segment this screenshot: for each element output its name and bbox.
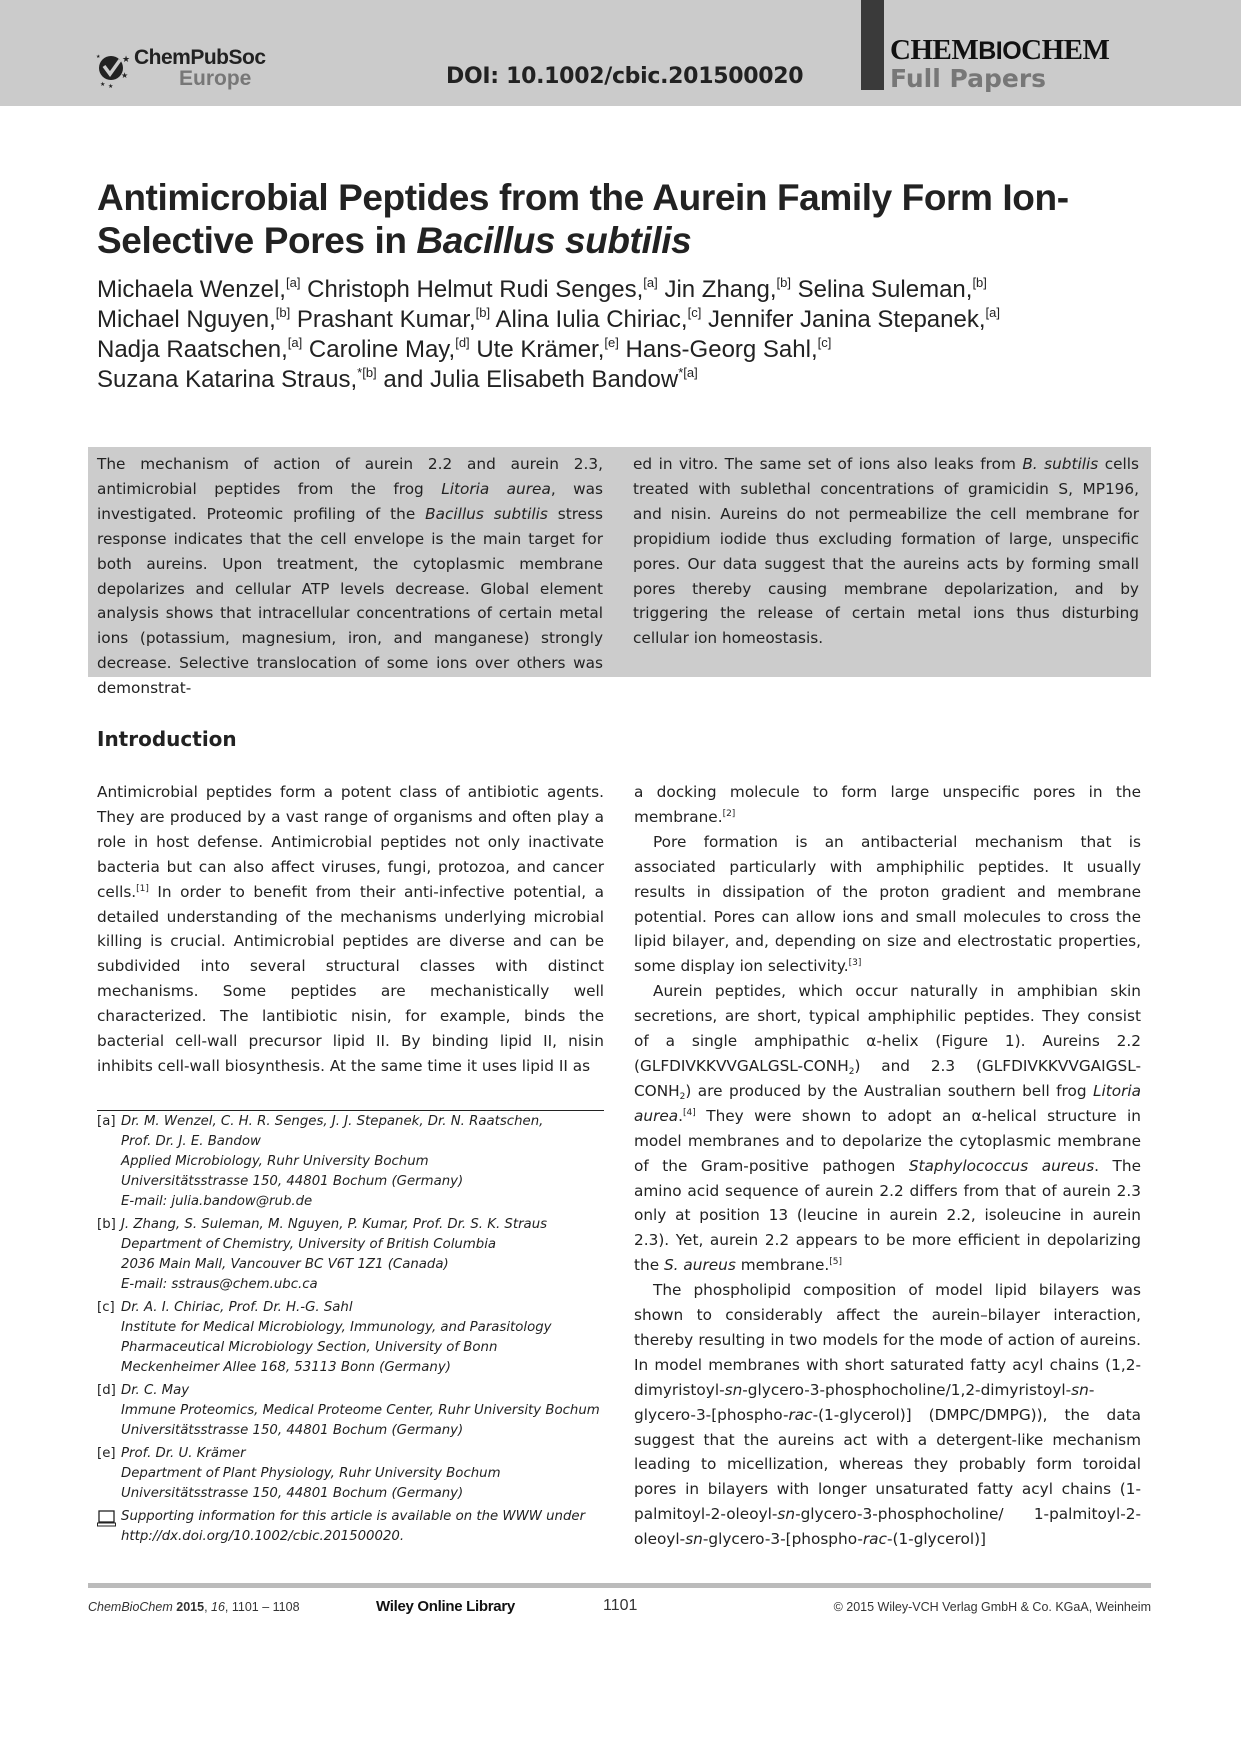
affiliation-list <box>97 1112 617 1547</box>
affiliation-e: [e] Prof. Dr. U. Krämer Department of Plant Physiology, Ruhr University Bochum Universitätsstrasse 150, 44801 Bochum (Germany) <box>97 1446 501 1501</box>
copyright-notice: © 2015 Wiley-VCH Verlag GmbH & Co. KGaA, Weinheim <box>833 1600 1151 1614</box>
paragraph: The phospholipid composition of model lipid bilayers was shown to considerably affect the aurein–bilayer interaction, thereby resulting in two models for the mode of action of aureins. In model membranes with short saturated fatty acyl chains (1,2-dimyristoyl-sn-glycero-3-phosphocholine/1,2-dimyristoyl-sn-glycero-3-[phospho-rac-(1-glycerol)] (DMPC/DMPG)), the data suggest that the aureins act with a detergent-like mechanism leading to micellization, whereas they probably form toroidal pores in bilayers with longer unsaturated fatty acyl chains (1-palmitoyl-2-oleoyl-sn-glycero-3-phosphocholine/ 1-palmitoyl-2-oleoyl-sn-glycero-3-[phospho-rac-(1-glycerol)] <box>634 1281 1141 1549</box>
abstract-box <box>88 447 1151 698</box>
chempubsoc-logo[interactable] <box>96 46 266 96</box>
paragraph: a docking molecule to form large unspecific pores in the membrane.[2] <box>634 783 1141 826</box>
author[interactable]: Hans-Georg Sahl,[c] <box>625 335 832 363</box>
author[interactable]: Jennifer Janina Stepanek,[a] <box>707 305 1000 333</box>
journal-section-label: Full Papers <box>890 64 1047 93</box>
author[interactable]: Ute Krämer,[e] <box>476 335 619 363</box>
paragraph: Pore formation is an antibacterial mechanism that is associated particularly with amphiphilic peptides. It usually results in dissipation of the proton gradient and membrane potential. Pores can allow ions and small molecules to cross the lipid bilayer, and, depending on size and electrostatic properties, some display ion selectivity.[3] <box>634 832 1141 976</box>
journal-name <box>890 34 1109 67</box>
author[interactable]: Prashant Kumar,[b] <box>296 305 491 333</box>
supporting-info-link[interactable]: http://dx.doi.org/10.1002/cbic.201500020. <box>121 1529 405 1544</box>
journal-header-band <box>0 0 1241 106</box>
author[interactable]: Jin Zhang,[b] <box>664 275 791 303</box>
author[interactable]: Suzana Katarina Straus,$^{*[b]}$ <box>97 365 377 393</box>
paragraph: Aurein peptides, which occur naturally in amphibian skin secretions, are short, typical amphiphilic peptides. They consist of a single amphipathic α-helix (Figure 1). Aureins 2.2 $(GLFDIVKKVVGALGSL-CONH_2)$ and 2.3 $(GLFDIVKKVVGAIGSL-CONH_2)$ are produced by the Australian southern bell frog Litoria aurea.[4] They were shown to adopt an α-helical structure in model membranes and to depolarize the cytoplasmic membrane of the Gram-positive pathogen Staphylococcus aureus. The amino acid sequence of aurein 2.2 differs from that of aurein 2.3 only at position 13 (leucine in aurein 2.2, isoleucine in aurein 2.3). Yet, aurein 2.2 appears to be more efficient in depolarizing the S. aureus membrane.[5] <box>634 982 1142 1275</box>
author[interactable]: Alina Iulia Chiriac,[c] <box>495 305 702 333</box>
author[interactable]: Nadja Raatschen,[a] <box>97 335 303 363</box>
computer-icon <box>97 1510 116 1527</box>
logo-text-chempubsoc: ChemPubSoc <box>134 46 266 69</box>
author[interactable]: and Julia Elisabeth Bandow$^{*[a]}$ <box>383 365 698 393</box>
wiley-online-library-link[interactable]: Wiley Online Library <box>376 1598 515 1615</box>
abstract-column-right: ed in vitro. The same set of ions also leaks from B. subtilis cells treated with sublethal concentrations of gramicidin S, MP196, and nisin. Aureins do not permeabilize the cell membrane for propidium iodide thus excluding formation of large, unspecific pores. Our data suggest that the aureins acts by forming small pores thereby causing membrane depolarization, and by triggering the release of certain metal ions thus disturbing cellular ion homeostasis. <box>633 455 1139 648</box>
author[interactable]: Michael Nguyen,[b] <box>97 305 291 333</box>
doi-link[interactable]: DOI: 10.1002/cbic.201500020 <box>446 64 804 89</box>
email-link[interactable]: E-mail: julia.bandow@rub.de <box>121 1194 313 1209</box>
page-footer <box>88 1598 1151 1620</box>
affiliation-c: [c] Dr. A. I. Chiriac, Prof. Dr. H.-G. Sahl Institute for Medical Microbiology, Immunology, and Parasitology Pharmaceutical Microbiology Section, University of Bonn Meckenheimer Allee 168, 53113 Bonn (Germany) <box>97 1300 552 1375</box>
citation-ref[interactable]: [4] <box>683 1107 696 1118</box>
body-column-left <box>97 780 604 1079</box>
author[interactable]: Christoph Helmut Rudi Senges,[a] <box>307 275 658 303</box>
journal-name-part: CHEM <box>890 34 979 66</box>
svg-text:★: ★ <box>122 55 130 65</box>
citation-ref[interactable]: [5] <box>829 1257 843 1268</box>
footer-divider <box>88 1583 1151 1588</box>
article-title <box>97 176 1157 262</box>
citation-ref[interactable]: [2] <box>722 808 736 819</box>
svg-text:★: ★ <box>108 83 114 88</box>
author[interactable]: Caroline May,[d] <box>308 335 470 363</box>
title-species: Bacillus subtilis <box>416 220 692 261</box>
section-heading-introduction: Introduction <box>97 727 237 751</box>
paragraph: Antimicrobial peptides form a potent class of antibiotic agents. They are produced by a vast range of organisms and often play a role in host defense. Antimicrobial peptides not only inactivate bacteria but can also affect viruses, fungi, protozoa, and cancer cells.[1] In order to benefit from their anti-infective potential, a detailed understanding of the mechanisms underlying microbial killing is crucial. Antimicrobial peptides are diverse and can be subdivided into several structural classes with distinct mechanisms. Some peptides are mechanistically well characterized. The lantibiotic nisin, for example, binds the bacterial cell-wall precursor lipid II. By binding lipid II, nisin inhibits cell-wall biosynthesis. At the same time it uses lipid II as <box>97 783 604 1075</box>
footer-citation: ChemBioChem 2015, 16, 1101 – 1108 <box>88 1600 300 1614</box>
supporting-information-note: Supporting information for this article is available on the WWW under http://dx.doi.org/10.1002/cbic.201500020. <box>97 1507 617 1547</box>
footnote-divider <box>97 1110 604 1111</box>
body-column-right <box>634 780 1141 1552</box>
journal-name-part-bio: BIO <box>978 37 1022 65</box>
author-list <box>97 275 1157 395</box>
svg-text:★: ★ <box>96 54 101 60</box>
journal-accent-bar <box>861 0 884 90</box>
citation-ref[interactable]: [1] <box>136 883 149 894</box>
title-line-2: Selective Pores in <box>97 220 417 261</box>
author[interactable]: Michaela Wenzel,[a] <box>97 275 301 303</box>
affiliation-d: [d] Dr. C. May Immune Proteomics, Medical Proteome Center, Ruhr University Bochum Universitätsstrasse 150, 44801 Bochum (Germany) <box>97 1383 600 1438</box>
journal-name-part: CHEM <box>1021 34 1110 66</box>
logo-text-europe: Europe <box>179 67 252 90</box>
email-link[interactable]: E-mail: sstraus@chem.ubc.ca <box>121 1277 318 1292</box>
title-line-1: Antimicrobial Peptides from the Aurein Family Form Ion- <box>97 177 1069 218</box>
affiliation-b: [b] J. Zhang, S. Suleman, M. Nguyen, P. Kumar, Prof. Dr. S. K. Straus Department of Chemistry, University of British Columbia 2036 Main Mall, Vancouver BC V6T 1Z1 (Canada) E-mail: sstraus@chem.ubc.ca <box>97 1215 617 1295</box>
citation-ref[interactable]: [3] <box>848 958 862 969</box>
author[interactable]: Selina Suleman,[b] <box>797 275 987 303</box>
affiliation-a: [a] Dr. M. Wenzel, C. H. R. Senges, J. J. Stepanek, Dr. N. Raatschen, Prof. Dr. J. E. Bandow Applied Microbiology, Ruhr University Bochum Universitätsstrasse 150, 44801 Bochum (Germany) E-mail: julia.bandow@rub.de <box>97 1112 617 1212</box>
chempubsoc-star-logo-icon <box>96 48 130 88</box>
svg-text:★: ★ <box>100 81 106 88</box>
svg-text:★: ★ <box>121 71 129 80</box>
abstract-column-left: The mechanism of action of aurein 2.2 and aurein 2.3, antimicrobial peptides from the frog Litoria aurea, was investigated. Proteomic profiling of the Bacillus subtilis stress response indicates that the cell envelope is the main target for both aureins. Upon treatment, the cytoplasmic membrane depolarizes and cellular ATP levels decrease. Global element analysis shows that intracellular concentrations of certain metal ions (potassium, magnesium, iron, and manganese) strongly decrease. Selective translocation of some ions over others was demonstrat- <box>97 455 604 698</box>
page-number: 1101 <box>603 1597 638 1614</box>
